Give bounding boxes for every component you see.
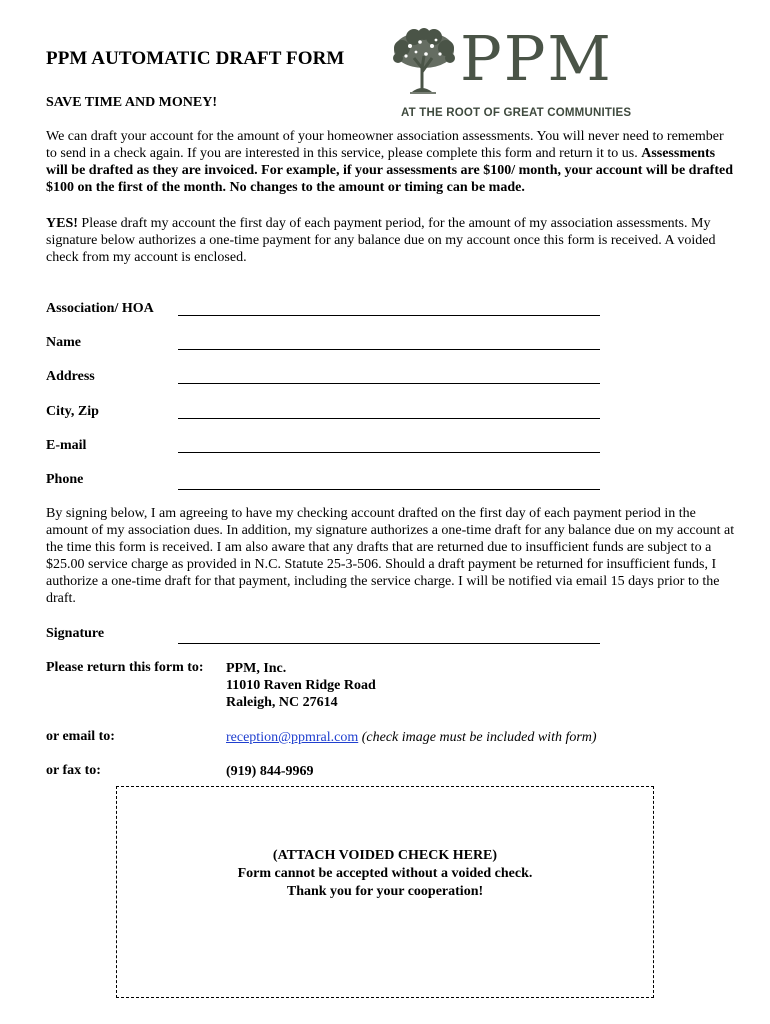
field-label-address: Address — [46, 369, 95, 384]
email-label: or email to: — [46, 729, 115, 744]
field-label-email: E-mail — [46, 438, 87, 453]
field-label-association: Association/ HOA — [46, 301, 154, 316]
return-city: Raleigh, NC 27614 — [226, 695, 338, 710]
email-field[interactable] — [178, 452, 600, 453]
name-field[interactable] — [178, 349, 600, 350]
tree-icon — [388, 28, 460, 98]
return-street: 11010 Raven Ridge Road — [226, 678, 376, 693]
field-label-name: Name — [46, 335, 81, 350]
headline: SAVE TIME AND MONEY! — [46, 95, 218, 110]
return-label: Please return this form to: — [46, 660, 204, 675]
email-line — [226, 729, 597, 746]
attach-line-1: (ATTACH VOIDED CHECK HERE) — [272, 848, 498, 863]
intro-bold-text: Assessments will be drafted as they are invoiced. For example, if your assessments are $100/ month, your account will be drafted $100 on the first of the month. No changes to the amount or timing can be made. — [46, 146, 733, 195]
email-link[interactable]: reception@ppmral.com — [226, 730, 359, 745]
signature-label: Signature — [46, 626, 105, 641]
attach-check-box — [116, 786, 654, 998]
phone-field[interactable] — [178, 489, 600, 490]
authorization-text: Please draft my account the first day of each payment period, for the amount of my association assessments. My signature below authorizes a one-time payment for any balance due on my account once this form is received. A voided check from my account is enclosed. — [46, 216, 716, 265]
form-title: PPM AUTOMATIC DRAFT FORM — [46, 48, 345, 69]
attach-line-2: Form cannot be accepted without a voided check. — [237, 866, 533, 881]
intro-paragraph — [46, 128, 736, 196]
return-address — [226, 660, 376, 711]
fax-number: (919) 844-9969 — [226, 764, 314, 779]
intro-text: We can draft your account for the amount of your homeowner association assessments. You will never need to remember to send in a check again. If you are interested in this service, please complete this form and return it to us. — [46, 129, 724, 161]
signature-field[interactable] — [178, 643, 600, 644]
attach-instructions — [117, 847, 653, 901]
return-company: PPM, Inc. — [226, 661, 287, 676]
logo-wordmark: PPM — [460, 22, 613, 95]
authorization-paragraph — [46, 215, 736, 266]
association-field[interactable] — [178, 315, 600, 316]
fax-label: or fax to: — [46, 763, 101, 778]
yes-label: YES! — [46, 216, 78, 231]
field-label-city-zip: City, Zip — [46, 404, 99, 419]
field-label-phone: Phone — [46, 472, 84, 487]
logo-tagline: AT THE ROOT OF GREAT COMMUNITIES — [401, 107, 632, 119]
address-field[interactable] — [178, 383, 600, 384]
attach-line-3: Thank you for your cooperation! — [286, 884, 484, 899]
email-note: (check image must be included with form) — [358, 730, 597, 745]
city-zip-field[interactable] — [178, 418, 600, 419]
consent-paragraph: By signing below, I am agreeing to have my checking account drafted on the first day of each payment period in the amount of my association dues. In addition, my signature authorizes a one-time draft for any balance due on my account at the time this form is received. I am also aware that any drafts that are returned due to insufficient funds are subject to a $25.00 service charge as provided in N.C. Statute 25-3-506. Should a draft payment be returned for insufficient funds, I authorize a one-time draft for that payment, including the service charge. I will be notified via email 15 days prior to the draft. — [46, 506, 735, 606]
